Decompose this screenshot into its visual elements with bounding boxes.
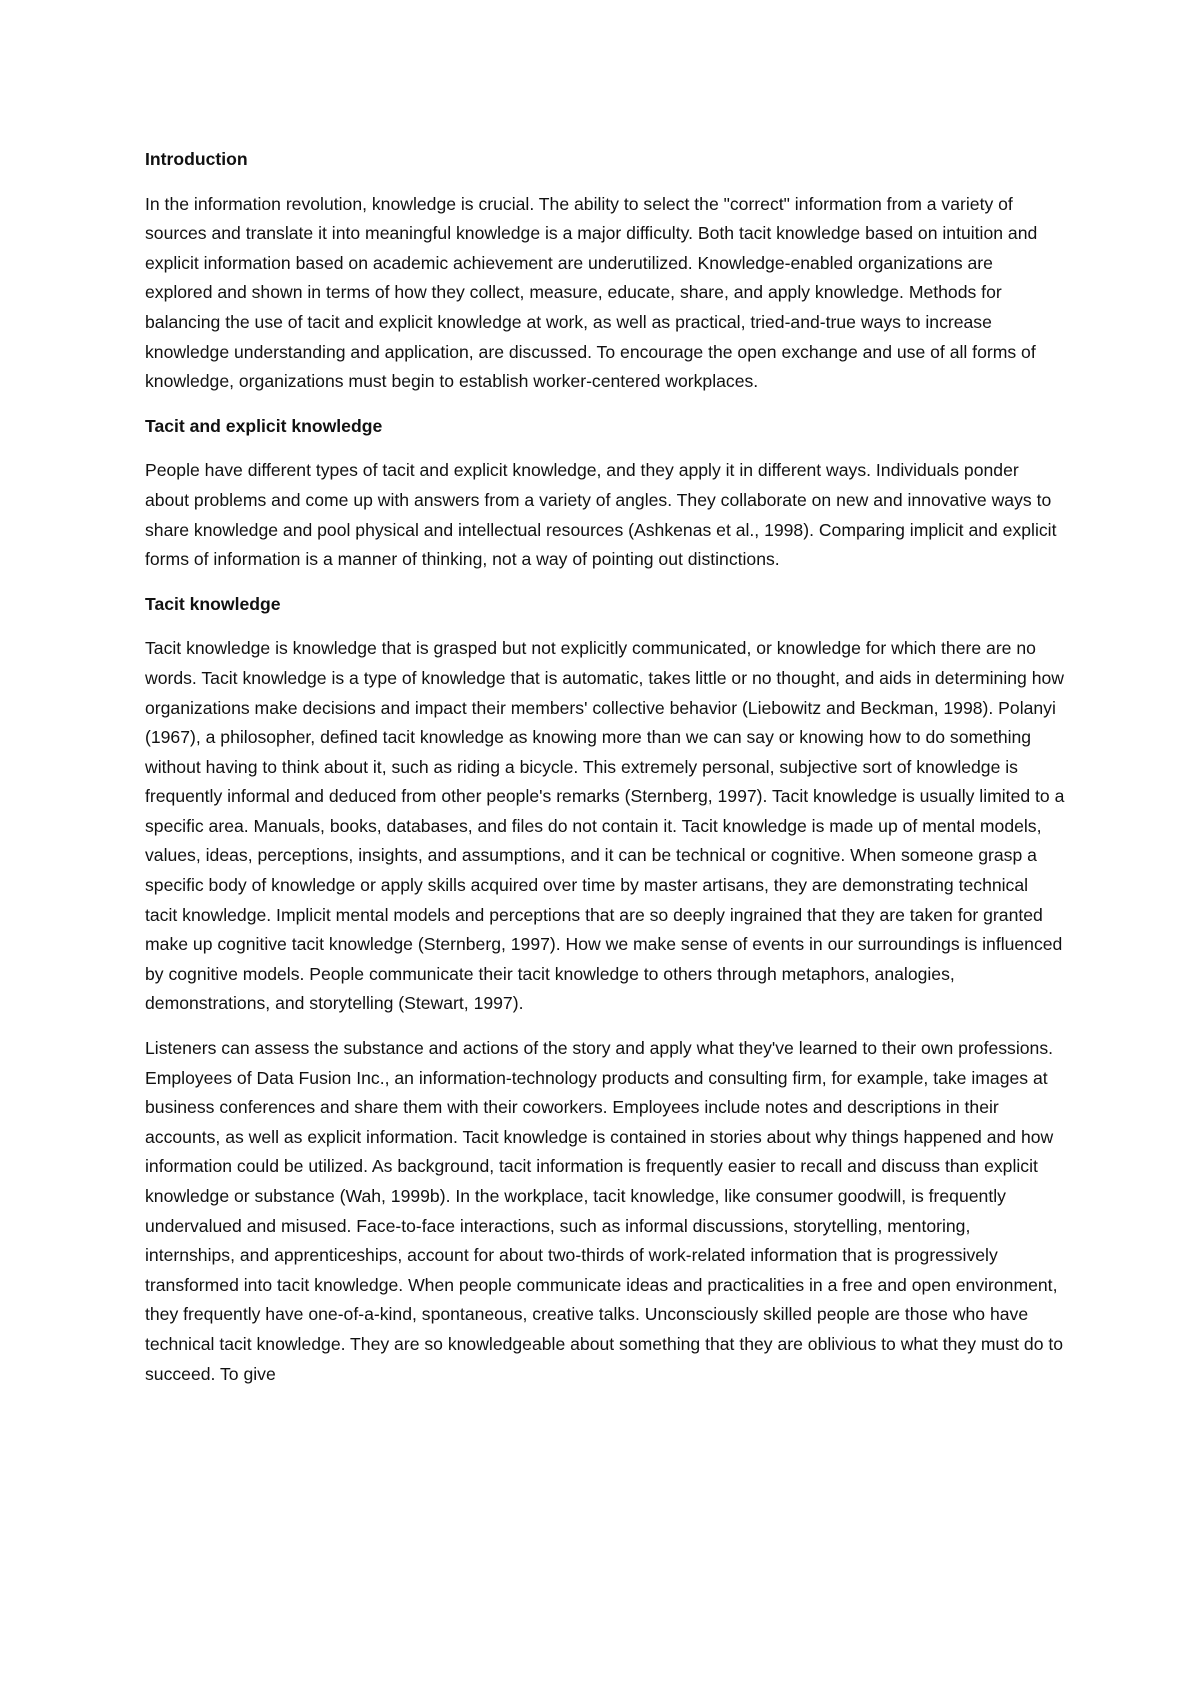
heading-tacit-and-explicit-knowledge: Tacit and explicit knowledge: [145, 415, 383, 436]
heading-introduction: Introduction: [145, 149, 248, 169]
paragraph-tacit-and-explicit: People have different types of tacit and explicit knowledge, and they apply it in different ways. Individuals ponder about problems and come up with answers from a variety of angles. They collaborate on new and innovative ways to share knowledge and pool physical and intellectual resources (Ashkenas et al., 1998). Comparing implicit and explicit forms of information is a manner of thinking, not a way of pointing out distinctions.: [145, 460, 1057, 570]
paragraph-tacit-2: Listeners can assess the substance and actions of the story and apply what they've learned to their own professions. Employees of Data Fusion Inc., an information-technology products and consulting firm, for example, take images at business conferences and share them with their coworkers. Employees include notes and descriptions in their accounts, as well as explicit information. Tacit knowledge is contained in stories about why things happened and how information could be utilized. As background, tacit information is frequently easier to recall and discuss than explicit knowledge or substance (Wah, 1999b). In the workplace, tacit knowledge, like consumer goodwill, is frequently undervalued and misused. Face-to-face interactions, such as informal discussions, storytelling, mentoring, internships, and apprenticeships, account for about two-thirds of work-related information that is progressively transformed into tacit knowledge. When people communicate ideas and practicalities in a free and open environment, they frequently have one-of-a-kind, spontaneous, creative talks. Unconsciously skilled people are those who have technical tacit knowledge. They are so knowledgeable about something that they are oblivious to what they must do to succeed. To give: [145, 1038, 1064, 1384]
paragraph-tacit-1: Tacit knowledge is knowledge that is grasped but not explicitly communicated, or knowledge for which there are no words. Tacit knowledge is a type of knowledge that is automatic, takes little or no thought, and aids in determining how organizations make decisions and impact their members' collective behavior (Liebowitz and Beckman, 1998). Polanyi (1967), a philosopher, defined tacit knowledge as knowing more than we can say or knowing how to do something without having to think about it, such as riding a bicycle. This extremely personal, subjective sort of knowledge is frequently informal and deduced from other people's remarks (Sternberg, 1997). Tacit knowledge is usually limited to a specific area. Manuals, books, databases, and files do not contain it. Tacit knowledge is made up of mental models, values, ideas, perceptions, insights, and assumptions, and it can be technical or cognitive. When someone grasp a specific body of knowledge or apply skills acquired over time by master artisans, they are demonstrating technical tacit knowledge. Implicit mental models and perceptions that are so deeply ingrained that they are taken for granted make up cognitive tacit knowledge (Sternberg, 1997). How we make sense of events in our surroundings is influenced by cognitive models. People communicate their tacit knowledge to others through metaphors, analogies, demonstrations, and storytelling (Stewart, 1997).: [145, 638, 1065, 1014]
paragraph-introduction: In the information revolution, knowledge is crucial. The ability to select the "correct" information from a variety of sources and translate it into meaningful knowledge is a major difficulty. Both tacit knowledge based on intuition and explicit information based on academic achievement are underutilized. Knowledge-enabled organizations are explored and shown in terms of how they collect, measure, educate, share, and apply knowledge. Methods for balancing the use of tacit and explicit knowledge at work, as well as practical, tried-and-true ways to increase knowledge understanding and application, are discussed. To encourage the open exchange and use of all forms of knowledge, organizations must begin to establish worker-centered workplaces.: [145, 193, 1038, 392]
document-body: [145, 145, 1065, 1404]
heading-tacit-knowledge: Tacit knowledge: [145, 593, 281, 614]
